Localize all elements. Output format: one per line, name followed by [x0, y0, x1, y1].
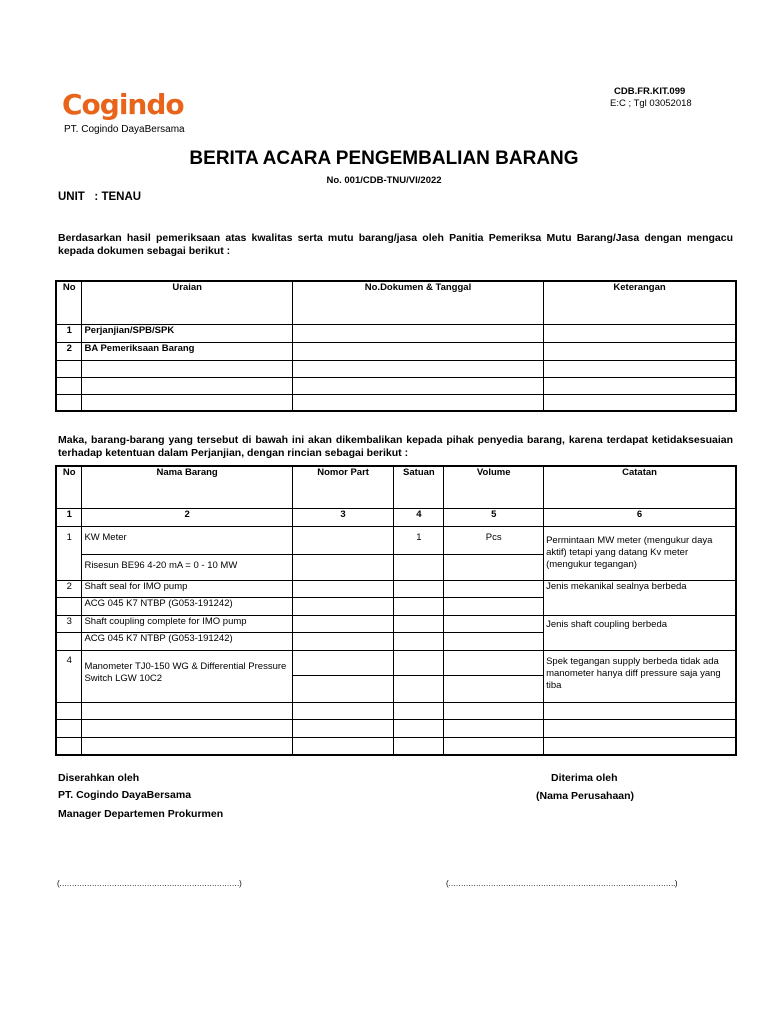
cell: [82, 737, 292, 755]
cell: [56, 377, 82, 394]
received-label: Diterima oleh: [551, 772, 618, 784]
cell: [394, 632, 444, 650]
cell: [292, 615, 394, 632]
header-keterangan: Keterangan: [544, 281, 736, 324]
header-catatan: Catatan: [544, 466, 736, 508]
cell: [544, 719, 736, 737]
intro-paragraph: Berdasarkan hasil pemeriksaan atas kwalitas serta mutu barang/jasa oleh Panitia Pemeriksa Mutu Barang/Jasa dengan mengacu kepada dokumen sebagai berikut :: [58, 232, 733, 257]
form-code: CDB.FR.KIT.099: [614, 86, 686, 97]
cell: 1: [394, 526, 444, 554]
document-table: [55, 280, 737, 412]
table-row: [56, 526, 736, 554]
header-satuan: Satuan: [394, 466, 444, 508]
cell: [292, 394, 543, 411]
cell: [544, 737, 736, 755]
table-row: [56, 615, 736, 632]
cell: Jenis shaft coupling berbeda: [544, 615, 736, 650]
cell: [544, 342, 736, 360]
cell: [292, 580, 394, 597]
form-edition: E:C ; Tgl 03052018: [610, 98, 692, 109]
table-row: [56, 360, 736, 377]
cell: ACG 045 K7 NTBP (G053-191242): [82, 632, 292, 650]
cell: [444, 737, 544, 755]
cell: [394, 554, 444, 580]
cell: 2: [56, 580, 82, 597]
cell: Shaft coupling complete for IMO pump: [82, 615, 292, 632]
header-uraian: Uraian: [82, 281, 292, 324]
cell: [82, 394, 292, 411]
document-title: BERITA ACARA PENGEMBALIAN BARANG: [189, 148, 579, 169]
cell: [544, 702, 736, 719]
received-company: (Nama Perusahaan): [536, 790, 635, 802]
cell: Risesun BE96 4-20 mA = 0 - 10 MW: [82, 554, 292, 580]
cell: [292, 360, 543, 377]
cell: [544, 394, 736, 411]
cell: [444, 554, 544, 580]
cell: [544, 324, 736, 342]
cell: 4: [394, 508, 444, 526]
cell: [444, 719, 544, 737]
cell: [82, 702, 292, 719]
cell: [292, 597, 394, 615]
cell: [56, 702, 82, 719]
cell: [444, 650, 544, 675]
cell: [292, 554, 394, 580]
cell: [292, 737, 394, 755]
cell: [82, 719, 292, 737]
table-row: [56, 580, 736, 597]
cell: 1: [56, 526, 82, 580]
items-table-header: [56, 466, 736, 508]
cell: [394, 597, 444, 615]
cell: [444, 675, 544, 702]
right-signature-line: (……………………………………………………………………………….): [446, 879, 678, 888]
cell: [56, 360, 82, 377]
cell: [394, 675, 444, 702]
cell: [56, 719, 82, 737]
cell: 3: [56, 615, 82, 632]
cell: Shaft seal for IMO pump: [82, 580, 292, 597]
column-number-row: [56, 508, 736, 526]
table-row: [56, 650, 736, 675]
document-table-header: [56, 281, 736, 324]
header-no: No: [56, 281, 82, 324]
cell: [292, 526, 394, 554]
cell: KW Meter: [82, 526, 292, 554]
cell: [394, 580, 444, 597]
table-row: [56, 394, 736, 411]
cell: BA Pemeriksaan Barang: [82, 342, 292, 360]
table-row: [56, 737, 736, 755]
cell: [56, 632, 82, 650]
company-name: PT. Cogindo DayaBersama: [64, 124, 185, 135]
cell: Manometer TJ0-150 WG & Differential Pressure Switch LGW 10C2: [82, 650, 292, 702]
cell: Spek tegangan supply berbeda tidak ada manometer hanya diff pressure saja yang tiba: [544, 650, 736, 702]
table-row: [56, 377, 736, 394]
items-table: [55, 465, 737, 756]
cell: 4: [56, 650, 82, 702]
cell: 1: [56, 508, 82, 526]
header-no: No: [56, 466, 82, 508]
table-row: [56, 719, 736, 737]
cell: [544, 360, 736, 377]
cell: [394, 702, 444, 719]
cell: Perjanjian/SPB/SPK: [82, 324, 292, 342]
cell: [56, 597, 82, 615]
cell: [394, 650, 444, 675]
cell: [444, 702, 544, 719]
cell: [394, 737, 444, 755]
handed-over-company: PT. Cogindo DayaBersama: [58, 789, 192, 801]
cell: Pcs: [444, 526, 544, 554]
table-row: [56, 702, 736, 719]
cell: [292, 342, 543, 360]
cell: 5: [444, 508, 544, 526]
cell: [444, 632, 544, 650]
cell: [444, 597, 544, 615]
cell: [544, 377, 736, 394]
header-nama-barang: Nama Barang: [82, 466, 292, 508]
cell: [56, 737, 82, 755]
cell: 1: [56, 324, 82, 342]
table-row: [56, 324, 736, 342]
handed-over-label: Diserahkan oleh: [58, 772, 140, 784]
cell: Permintaan MW meter (mengukur daya aktif) tetapi yang datang Kv meter (mengukur tegangan): [544, 526, 736, 580]
middle-paragraph: Maka, barang-barang yang tersebut di bawah ini akan dikembalikan kepada pihak penyedia barang, karena terdapat ketidaksesuaian terhadap ketentuan dalam Perjanjian, dengan rincian sebagai berikut :: [58, 434, 733, 459]
cell: [292, 632, 394, 650]
cell: [444, 615, 544, 632]
cell: [82, 377, 292, 394]
unit-label: UNIT : TENAU: [58, 191, 142, 203]
cell: [292, 650, 394, 675]
handed-over-position: Manager Departemen Prokurmen: [58, 808, 224, 820]
cell: [292, 377, 543, 394]
cell: [444, 580, 544, 597]
left-signature-line: (………………………………………………………………): [57, 879, 242, 888]
header-dokumen: No.Dokumen & Tanggal: [292, 281, 543, 324]
cell: [394, 719, 444, 737]
cell: ACG 045 K7 NTBP (G053-191242): [82, 597, 292, 615]
cell: 2: [56, 342, 82, 360]
company-logo: Cogindo: [62, 88, 184, 121]
cell: Jenis mekanikal sealnya berbeda: [544, 580, 736, 615]
cell: [292, 719, 394, 737]
cell: [56, 394, 82, 411]
document-number: No. 001/CDB-TNU/VI/2022: [326, 175, 442, 186]
cell: [292, 675, 394, 702]
header-nomor-part: Nomor Part: [292, 466, 394, 508]
cell: [82, 360, 292, 377]
cell: [292, 324, 543, 342]
table-row: [56, 342, 736, 360]
cell: 2: [82, 508, 292, 526]
cell: [394, 615, 444, 632]
cell: [292, 702, 394, 719]
cell: 6: [544, 508, 736, 526]
cell: 3: [292, 508, 394, 526]
header-volume: Volume: [444, 466, 544, 508]
